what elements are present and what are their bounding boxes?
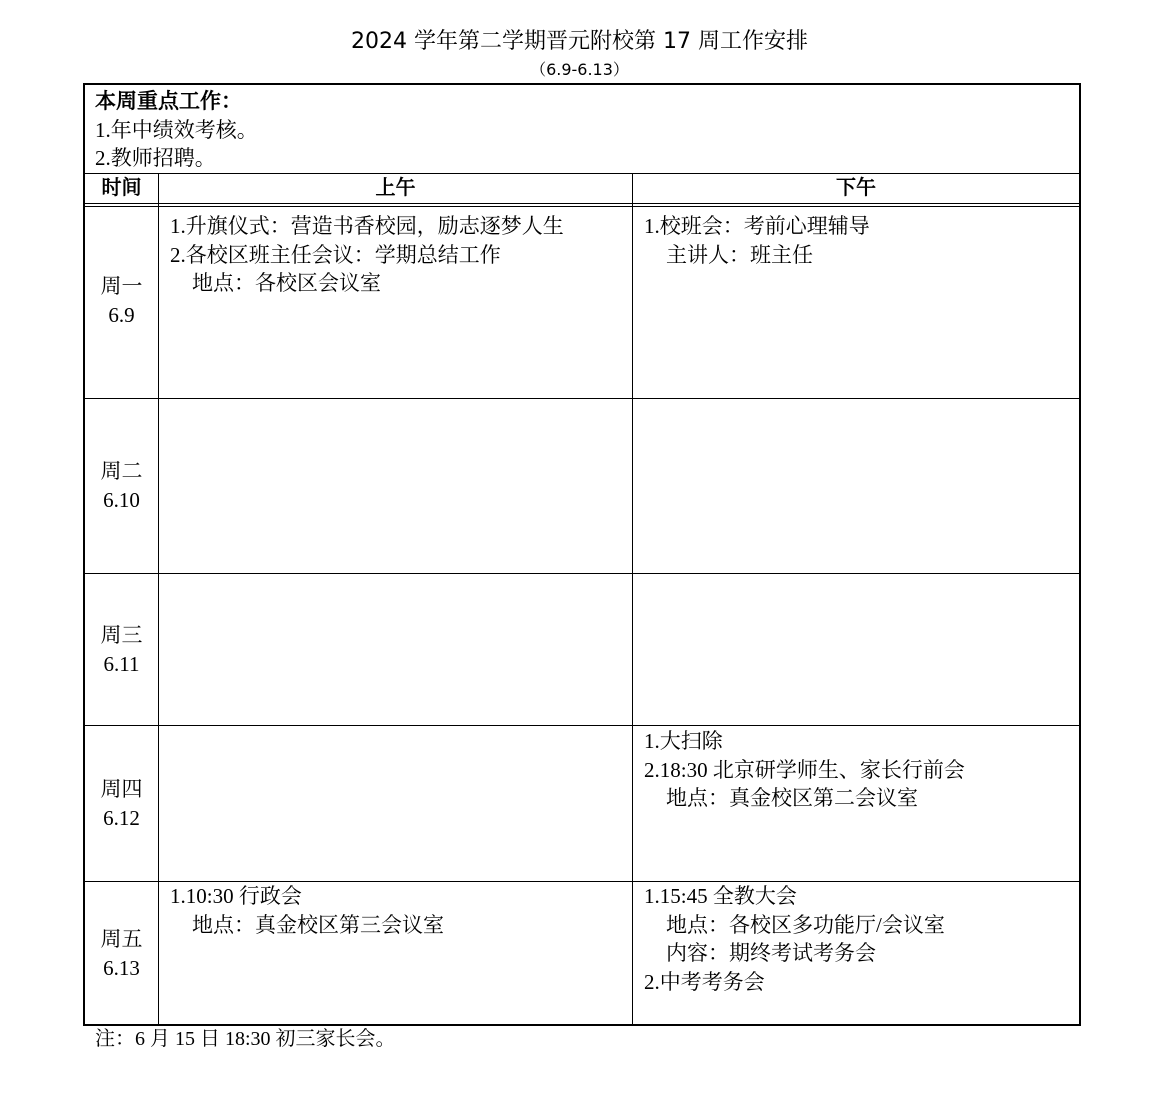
day-date: 6.12 (103, 805, 140, 830)
schedule-item: 2.中考考务会 (644, 969, 765, 994)
header-afternoon: 下午 (632, 173, 1080, 204)
key-work-heading: 本周重点工作： (95, 89, 242, 113)
schedule-item: 1.大扫除 (644, 729, 723, 753)
morning-cell-friday (158, 881, 633, 1026)
schedule-item: 2.18:30 北京研学师生、家长行前会 (644, 757, 965, 782)
day-date: 6.9 (108, 303, 135, 327)
header-double-rule (84, 206, 1080, 207)
afternoon-cell-friday (632, 881, 1080, 1026)
header-time: 时间 (84, 173, 159, 204)
morning-cell-thursday (158, 725, 633, 882)
morning-cell-monday (158, 203, 633, 399)
day-cell-friday (84, 881, 159, 1026)
day-cell-monday (84, 203, 159, 399)
footer-note: 注：6 月 15 日 18:30 初三家长会。 (95, 1028, 396, 1050)
day-date: 6.13 (103, 955, 140, 980)
document-title: 2024 学年第二学期晋元附校第 17 周工作安排 (351, 29, 808, 54)
afternoon-cell-monday (632, 203, 1080, 399)
schedule-item-detail: 地点：真金校区第三会议室 (192, 912, 445, 937)
morning-cell-tuesday (158, 398, 633, 574)
schedule-item: 2.各校区班主任会议：学期总结工作 (170, 242, 501, 267)
day-label: 周三 (100, 622, 143, 647)
day-cell-thursday (84, 725, 159, 882)
key-work-item: 1.年中绩效考核。 (95, 117, 258, 142)
day-cell-wednesday (84, 573, 159, 726)
schedule-item-detail: 地点：各校区多功能厅/会议室 (666, 912, 945, 937)
day-label: 周一 (100, 274, 143, 298)
schedule-item: 1.15:45 全教大会 (644, 884, 797, 908)
day-label: 周五 (100, 926, 143, 951)
afternoon-cell-thursday (632, 725, 1080, 882)
schedule-item-detail: 主讲人：班主任 (666, 242, 814, 267)
key-work-item: 2.教师招聘。 (95, 146, 216, 170)
header-morning: 上午 (158, 173, 633, 204)
morning-cell-wednesday (158, 573, 633, 726)
schedule-item-detail: 地点：各校区会议室 (192, 271, 382, 295)
afternoon-cell-tuesday (632, 398, 1080, 574)
day-label: 周二 (100, 459, 143, 483)
key-work-cell (84, 84, 1080, 174)
schedule-item-detail: 地点：真金校区第二会议室 (666, 786, 919, 810)
schedule-item: 1.升旗仪式：营造书香校园，励志逐梦人生 (170, 214, 564, 238)
day-date: 6.10 (103, 488, 140, 512)
schedule-item: 1.校班会：考前心理辅导 (644, 214, 870, 238)
day-cell-tuesday (84, 398, 159, 574)
day-label: 周四 (100, 776, 143, 801)
day-date: 6.11 (103, 651, 140, 676)
schedule-item: 1.10:30 行政会 (170, 884, 302, 908)
date-range: （6.9-6.13） (530, 60, 629, 79)
afternoon-cell-wednesday (632, 573, 1080, 726)
schedule-item-detail: 内容：期终考试考务会 (666, 941, 877, 965)
